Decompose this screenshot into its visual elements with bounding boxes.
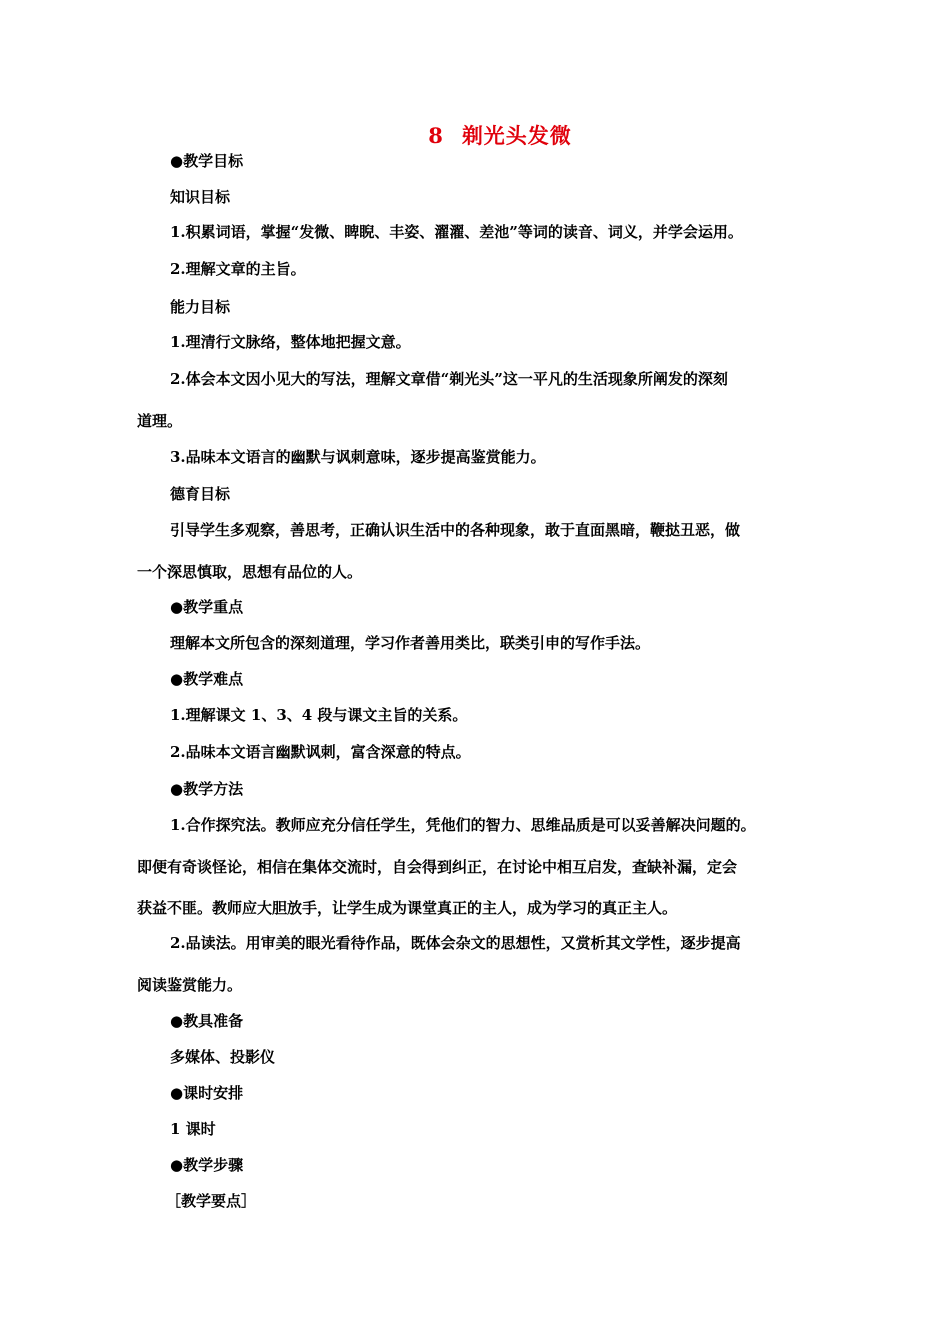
ability-goal-1: 1.理清行文脉络，整体地把握文意。	[170, 333, 411, 351]
subheading-ability-goals: 能力目标	[170, 298, 231, 316]
lesson-title: 剃光头发微	[461, 123, 572, 148]
heading-schedule: ●课时安排	[170, 1084, 244, 1102]
subheading-moral-goals: 德育目标	[170, 485, 231, 503]
page-title	[0, 120, 950, 150]
method-2-cont: 阅读鉴赏能力。	[137, 976, 243, 994]
heading-methods: ●教学方法	[170, 780, 244, 798]
difficulty-2: 2.品味本文语言幽默讽刺，富含深意的特点。	[170, 743, 471, 761]
moral-goal: 引导学生多观察，善思考，正确认识生活中的各种现象，敢于直面黑暗，鞭挞丑恶，做	[170, 521, 741, 539]
knowledge-goal-2: 2.理解文章的主旨。	[170, 260, 306, 278]
method-1-cont-b: 获益不匪。教师应大胆放手，让学生成为课堂真正的主人，成为学习的真正主人。	[137, 899, 678, 917]
heading-difficulties: ●教学难点	[170, 670, 244, 688]
teaching-key-points-label: ［教学要点］	[166, 1192, 257, 1210]
subheading-knowledge-goals: 知识目标	[170, 188, 231, 206]
method-2: 2.品读法。用审美的眼光看待作品，既体会杂文的思想性，又赏析其文学性，逐步提高	[170, 934, 741, 952]
key-points-text: 理解本文所包含的深刻道理，学习作者善用类比，联类引申的写作手法。	[170, 634, 651, 652]
schedule-text: 1 课时	[170, 1120, 216, 1138]
ability-goal-2-cont: 道理。	[137, 412, 183, 430]
method-1: 1.合作探究法。教师应充分信任学生，凭他们的智力、思维品质是可以妥善解决问题的。	[170, 816, 756, 834]
lesson-number: 8	[428, 123, 444, 148]
heading-steps: ●教学步骤	[170, 1156, 244, 1174]
heading-teaching-goals: ●教学目标	[170, 152, 244, 170]
heading-key-points: ●教学重点	[170, 598, 244, 616]
teaching-aids-text: 多媒体、投影仪	[170, 1048, 276, 1066]
moral-goal-cont: 一个深思慎取，思想有品位的人。	[137, 563, 363, 581]
ability-goal-3: 3.品味本文语言的幽默与讽刺意味，逐步提高鉴赏能力。	[170, 448, 546, 466]
ability-goal-2: 2.体会本文因小见大的写法，理解文章借“剃光头”这一平凡的生活现象所阐发的深刻	[170, 370, 728, 388]
difficulty-1: 1.理解课文 1、3、4 段与课文主旨的关系。	[170, 706, 468, 724]
knowledge-goal-1: 1.积累词语，掌握“发微、睥睨、丰姿、濯濯、差池”等词的读音、词义，并学会运用。	[170, 223, 743, 241]
heading-teaching-aids: ●教具准备	[170, 1012, 244, 1030]
method-1-cont-a: 即便有奇谈怪论，相信在集体交流时，自会得到纠正，在讨论中相互启发，查缺补漏，定会	[137, 858, 738, 876]
